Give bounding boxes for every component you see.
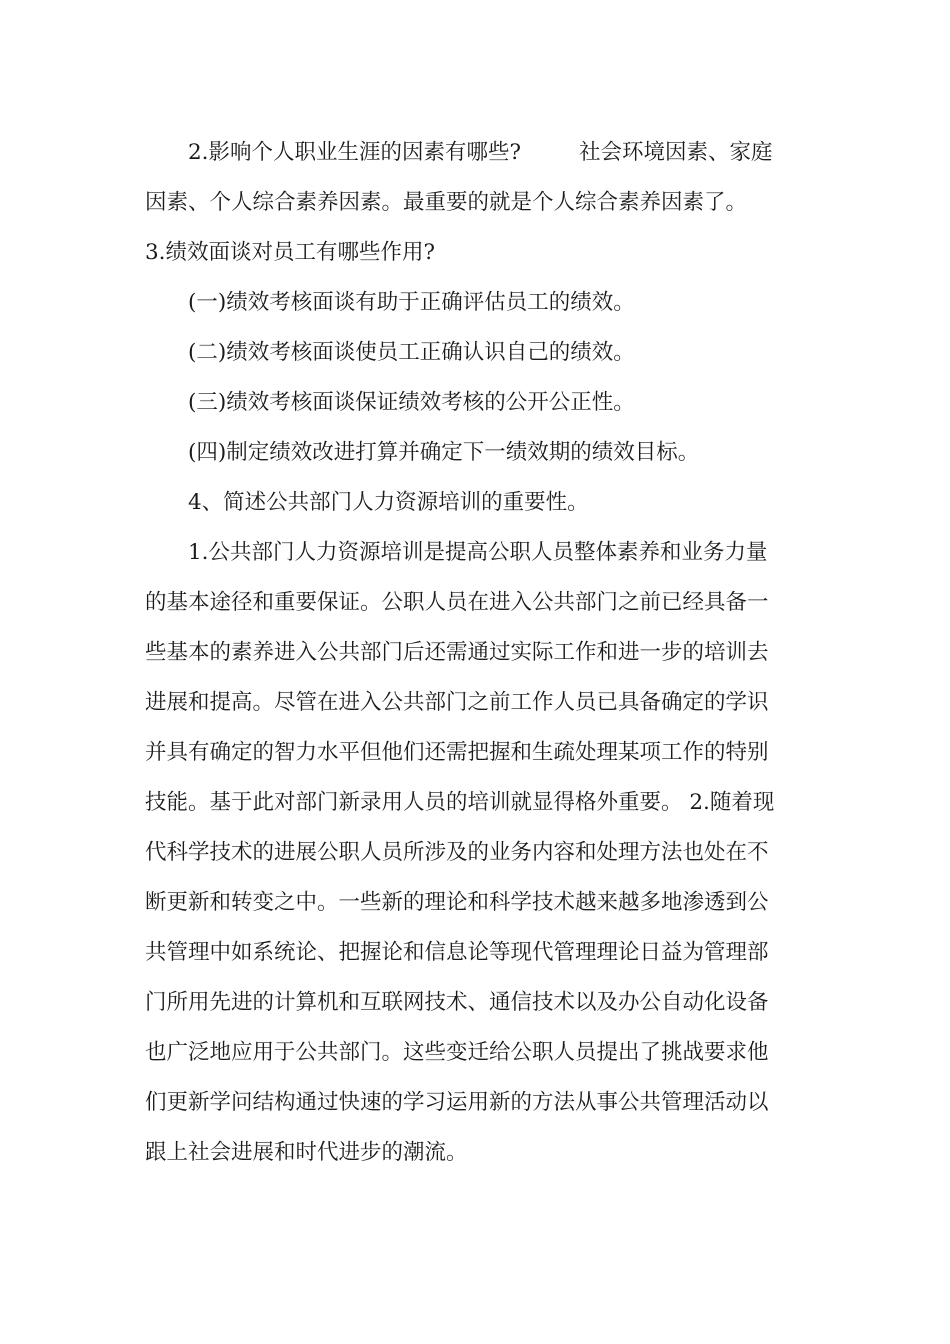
q3-item-1: (一)绩效考核面谈有助于正确评估员工的绩效。 <box>188 290 635 315</box>
q4-line-4: 进展和提高。尽管在进入公共部门之前工作人员已具备确定的学识 <box>145 690 769 715</box>
q4-line-8: 断更新和转变之中。一些新的理论和科学技术越来越多地渗透到公 <box>145 890 769 915</box>
q4-line-11: 也广泛地应用于公共部门。这些变迁给公职人员提出了挑战要求他 <box>145 1040 769 1065</box>
q3-item-4: (四)制定绩效改进打算并确定下一绩效期的绩效目标。 <box>188 440 700 465</box>
q4-line-13: 跟上社会进展和时代进步的潮流。 <box>145 1140 468 1165</box>
q4-question: 4、简述公共部门人力资源培训的重要性。 <box>188 490 589 515</box>
q2-line-1 <box>145 128 807 178</box>
q4-line-12: 们更新学问结构通过快速的学习运用新的方法从事公共管理活动以 <box>145 1090 769 1115</box>
q4-line-7: 代科学技术的进展公职人员所涉及的业务内容和处理方法也处在不 <box>145 840 769 865</box>
q4-line-3: 些基本的素养进入公共部门后还需通过实际工作和进一步的培训去 <box>145 640 769 665</box>
q4-line-9: 共管理中如系统论、把握论和信息论等现代管理理论日益为管理部 <box>145 940 769 965</box>
q4-line-5: 并具有确定的智力水平但他们还需把握和生疏处理某项工作的特别 <box>145 740 769 765</box>
q4-line-6: 技能。基于此对部门新录用人员的培训就显得格外重要。 2.随着现 <box>145 790 775 815</box>
q2-answer-part1: 社会环境因素、家庭 <box>579 140 773 165</box>
q3-item-2: (二)绩效考核面谈使员工正确认识自己的绩效。 <box>188 340 635 365</box>
q4-line-1: 1.公共部门人力资源培训是提高公职人员整体素养和业务力量 <box>188 540 768 565</box>
q3-item-3: (三)绩效考核面谈保证绩效考核的公开公正性。 <box>188 390 635 415</box>
q4-line-2: 的基本途径和重要保证。公职人员在进入公共部门之前已经具备一 <box>145 590 769 615</box>
q4-line-10: 门所用先进的计算机和互联网技术、通信技术以及办公自动化设备 <box>145 990 769 1015</box>
q3-question: 3.绩效面谈对员工有哪些作用? <box>145 240 436 265</box>
document-body <box>145 128 807 1178</box>
q2-line-2: 因素、个人综合素养因素。最重要的就是个人综合素养因素了。 <box>145 190 748 215</box>
q2-question: 2.影响个人职业生涯的因素有哪些? <box>188 140 522 165</box>
